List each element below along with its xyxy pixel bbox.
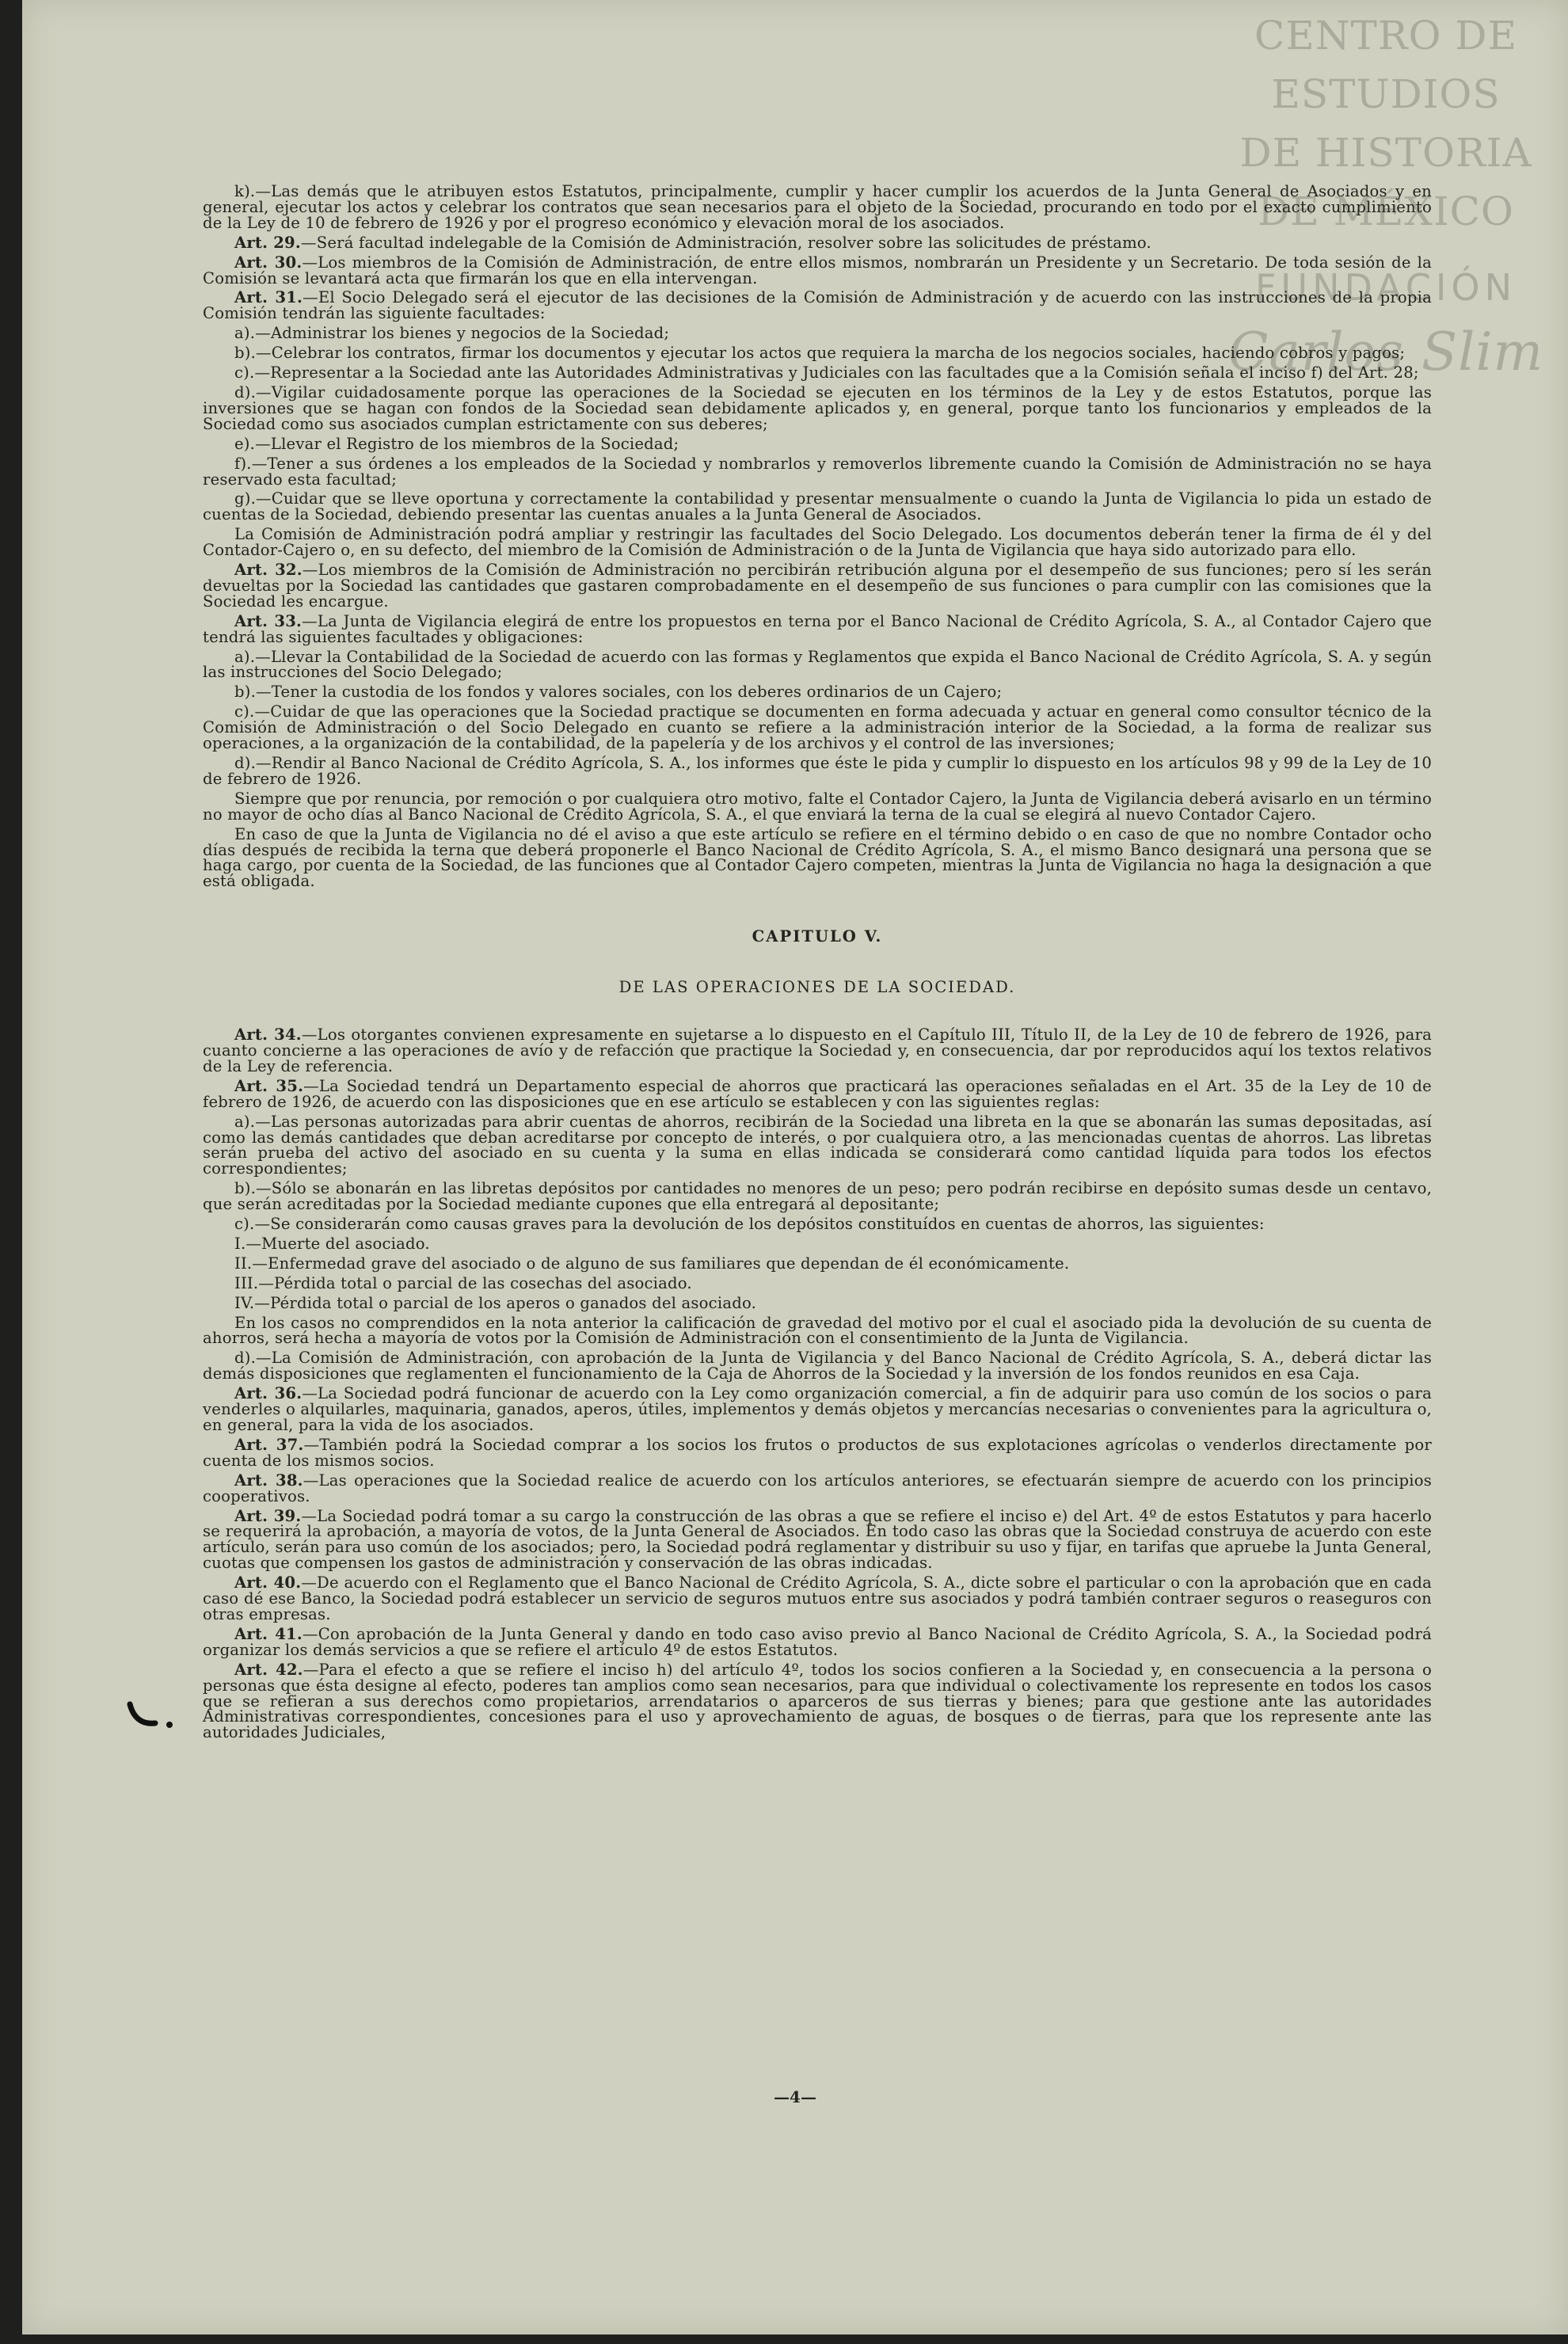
paragraph-text: k).—Las demás que le atribuyen estos Estatutos, principalmente, cumplir y hacer cumplir los acuerdos de la Junta General de Asociados y en general, ejecutar los actos y celebrar los contratos que sean necesarios para el objeto de la Sociedad, procurando en todo por el exacto cumplimiento de la Ley de 10 de febrero de 1926 y por el progreso económico y elevación moral de los asociados. bbox=[203, 182, 1432, 232]
paragraph-text: En caso de que la Junta de Vigilancia no dé el aviso a que este artículo se refiere en el término debido o en caso de que no nombre Contador ocho días después de recibida la terna que deberá proponerle el Banco Nacional de Crédito Agrícola, S. A., el mismo Banco designará una persona que se haga cargo, por cuenta de la Sociedad, de las funciones que al Contador Cajero competen, mientras la Junta de Vigilancia no haga la designación a que está obligada. bbox=[203, 824, 1432, 891]
paragraph bbox=[203, 1386, 1432, 1433]
paragraph bbox=[203, 791, 1432, 823]
paragraph bbox=[203, 1473, 1432, 1505]
paragraph-text: IV.—Pérdida total o parcial de los aperos o ganados del asociado. bbox=[234, 1293, 757, 1312]
paragraph-text: —El Socio Delegado será el ejecutor de las decisiones de la Comisión de Administración y de acuerdo con las instrucciones de la propia Comisión tendrán las siguiente facultades: bbox=[203, 288, 1432, 323]
paragraph-text: —Con aprobación de la Junta General y dando en todo caso aviso previo al Banco Nacional de Crédito Agrícola, S. A., la Sociedad podrá organizar los demás servicios a que se refiere el artículo 4º de estos Estatutos. bbox=[203, 1624, 1432, 1659]
paragraph bbox=[203, 1624, 1432, 1659]
paragraph-text: b).—Tener la custodia de los fondos y valores sociales, con los deberes ordinarios de un Cajero; bbox=[234, 683, 1003, 702]
paragraph bbox=[203, 491, 1432, 523]
paragraph bbox=[203, 235, 1432, 251]
paragraph-text: b).—Sólo se abonarán en las libretas depósitos por cantidades no menores de un peso; pero podrán recibirse en depósito sumas desde un centavo, que serán acreditadas por la Sociedad mediante cupones que ella entregará al depositante; bbox=[203, 1179, 1432, 1214]
chapter-subtitle: DE LAS OPERACIONES DE LA SOCIEDAD. bbox=[618, 978, 1016, 997]
paragraph bbox=[203, 1315, 1432, 1347]
article-number: Art. 32. bbox=[234, 561, 303, 580]
paragraph bbox=[203, 1350, 1432, 1382]
paragraph bbox=[203, 345, 1432, 361]
paragraph-text: —De acuerdo con el Reglamento que el Banco Nacional de Crédito Agrícola, S. A., dicte sobre el particular o con la aprobación que en cada caso dé ese Banco, la Sociedad podrá establecer un servicio de seguros mutuos entre sus asociados y podrá también contraer seguros o reaseguros con otras empresas. bbox=[203, 1573, 1432, 1623]
article-number: Art. 31. bbox=[234, 288, 303, 307]
paragraph bbox=[203, 1114, 1432, 1178]
scan-bottom-edge bbox=[0, 2334, 1568, 2344]
paragraph bbox=[203, 1256, 1432, 1272]
chapter-title: CAPITULO V. bbox=[752, 927, 883, 946]
paragraph-text: Siempre que por renuncia, por remoción o por cualquiera otro motivo, falte el Contador Cajero, la Junta de Vigilancia deberá avisarlo en un término no mayor de ocho días al Banco Nacional de Crédito Agrícola, S. A., el que enviará la terna de la cual se elegirá al nuevo Contador Cajero. bbox=[203, 789, 1432, 824]
paragraph bbox=[203, 684, 1432, 700]
paragraph-text: g).—Cuidar que se lleve oportuna y correctamente la contabilidad y presentar mensualmente o cuando la Junta de Vigilancia lo pida un estado de cuentas de la Sociedad, debiendo presentar las cuentas anuales a la Junta General de Asociados. bbox=[203, 489, 1432, 524]
paragraph bbox=[203, 1437, 1432, 1469]
paragraph bbox=[203, 1273, 1432, 1292]
paragraph-text: —Las operaciones que la Sociedad realice de acuerdo con los artículos anteriores, se efectuarán siempre de acuerdo con los principios cooperativos. bbox=[203, 1471, 1432, 1505]
paragraph-text: —Para el efecto a que se refiere el inciso h) del artículo 4º, todos los socios confieren a la Sociedad y, en consecuencia a la persona o personas que ésta designe al efecto, poderes tan amplios como sean necesarios, para que individual o colectivamente los represente en todos los casos que se refieran a sus derechos como propietarios, arrendatarios o aparceros de sus tierras y bienes; para que gestione ante las autoridades Administrativas correspondientes, concesiones para el uso y aprovechamiento de aguas, de bosques o de tierras, para que los represente ante las autoridades Judiciales, bbox=[203, 1660, 1432, 1742]
paragraph-text: —La Sociedad tendrá un Departamento especial de ahorros que practicará las operaciones señaladas en el Art. 35 de la Ley de 10 de febrero de 1926, de acuerdo con las disposiciones que en ese artículo se establecen y con las siguientes reglas: bbox=[203, 1076, 1432, 1111]
document-page bbox=[22, 0, 1568, 2334]
paragraph bbox=[203, 1027, 1432, 1075]
paragraph-text: III.—Pérdida total o parcial de las cosechas del asociado. bbox=[234, 1273, 692, 1292]
paragraph bbox=[203, 1236, 1432, 1252]
document-body bbox=[203, 184, 1432, 1745]
paragraph bbox=[203, 649, 1432, 681]
paragraph bbox=[203, 325, 1432, 341]
paragraph bbox=[203, 456, 1432, 488]
paragraph-text: —Los miembros de la Comisión de Administración no percibirán retribución alguna por el desempeño de sus funciones; pero sí les serán devueltas por la Sociedad las cantidades que gastaren comprobadamente en el desempeño de sus funciones o para cumplir con las comisiones que la Sociedad les encargue. bbox=[203, 561, 1432, 611]
paragraph bbox=[203, 527, 1432, 558]
paragraph-text: —La Sociedad podrá funcionar de acuerdo con la Ley como organización comercial, a fin de adquirir para uso común de los socios o para venderles o alquilarles, maquinaria, ganados, aperos, útiles, implementos y demás objetos y mercancías necesarias o convenientes para la agricultura o, en general, para la vida de los asociados. bbox=[203, 1384, 1432, 1434]
article-number: Art. 35. bbox=[234, 1076, 304, 1095]
article-number: Art. 33. bbox=[234, 611, 303, 630]
watermark-foundation: FUNDACIÓN bbox=[1254, 266, 1517, 309]
paragraph bbox=[203, 704, 1432, 752]
paragraph bbox=[203, 1293, 1432, 1312]
paragraph bbox=[203, 255, 1432, 287]
paragraph-text: a).—Las personas autorizadas para abrir cuentas de ahorros, recibirán de la Sociedad una libreta en la que se abonarán las sumas depositadas, así como las demás cantidades que deban acreditarse por concepto de interés, o por cualquiera otro, a las mencionadas cuentas de ahorros. Las libretas serán prueba del activo del asociado en su cuenta y la suma en ellas indicada se considerará como cantidad líquida para todos los efectos correspondientes; bbox=[203, 1112, 1432, 1178]
paragraph bbox=[203, 365, 1432, 381]
paragraph bbox=[203, 1216, 1432, 1232]
scan-left-edge bbox=[0, 0, 22, 2344]
paragraph-text: II.—Enfermedad grave del asociado o de alguno de sus familiares que dependan de él económicamente. bbox=[234, 1254, 1070, 1273]
paragraph-text: c).—Se considerarán como causas graves para la devolución de los depósitos constituídos en cuentas de ahorros, las siguientes: bbox=[234, 1215, 1265, 1234]
paragraph-text: a).—Llevar la Contabilidad de la Sociedad de acuerdo con las formas y Reglamentos que expida el Banco Nacional de Crédito Agrícola, S. A. y según las instrucciones del Socio Delegado; bbox=[203, 647, 1432, 682]
watermark-line: DE HISTORIA bbox=[1239, 130, 1532, 176]
paragraph bbox=[203, 1181, 1432, 1212]
paragraph-text: —Será facultad indelegable de la Comisión de Administración, resolver sobre las solicitudes de préstamo. bbox=[300, 233, 1151, 252]
paragraph-text: e).—Llevar el Registro de los miembros de la Sociedad; bbox=[234, 434, 679, 453]
paragraph bbox=[203, 290, 1432, 322]
paragraph-text: a).—Administrar los bienes y negocios de la Sociedad; bbox=[234, 324, 670, 343]
paragraph bbox=[203, 1575, 1432, 1623]
page-number: —4— bbox=[774, 2087, 816, 2106]
paragraph bbox=[203, 1662, 1432, 1741]
paragraph-text: b).—Celebrar los contratos, firmar los documentos y ejecutar los actos que requiera la marcha de los negocios sociales, haciendo cobros y pagos; bbox=[234, 344, 1406, 363]
paragraph bbox=[203, 1076, 1432, 1111]
section-before-chapter bbox=[203, 184, 1432, 889]
paragraph-text: —También podrá la Sociedad comprar a los socios los frutos o productos de sus explotaciones agrícolas o venderlos directamente por cuenta de los mismos socios. bbox=[203, 1435, 1432, 1470]
article-number: Art. 36. bbox=[234, 1384, 303, 1403]
paragraph bbox=[203, 755, 1432, 787]
paragraph bbox=[203, 562, 1432, 610]
paragraph-text: c).—Cuidar de que las operaciones que la Sociedad practique se documenten en forma adecuada y actuar en general como consultor técnico de la Comisión de Administración o del Socio Delegado en cuanto se refiere a la administración interior de la Sociedad, a la forma de realizar sus operaciones, a la organización de la contabilidad, de la papelería y de los archivos y el control de las inversiones; bbox=[203, 702, 1432, 753]
article-number: Art. 38. bbox=[234, 1471, 303, 1490]
paragraph-text: —Los otorgantes convienen expresamente en sujetarse a lo dispuesto en el Capítulo III, Título II, de la Ley de 10 de febrero de 1926, para cuanto concierne a las operaciones de avío y de refacción que practique la Sociedad y, en consecuencia, dar por reproducidos aquí los textos relativos de la Ley de referencia. bbox=[203, 1026, 1432, 1075]
paragraph-text: —Los miembros de la Comisión de Administración, de entre ellos mismos, nombrarán un Presidente y un Secretario. De toda sesión de la Comisión se levantará acta que firmarán los que en ella intervengan. bbox=[203, 253, 1432, 287]
article-number: Art. 41. bbox=[234, 1624, 303, 1643]
paragraph bbox=[203, 1506, 1432, 1573]
article-number: Art. 34. bbox=[234, 1026, 302, 1045]
paragraph-text: En los casos no comprendidos en la nota anterior la calificación de gravedad del motivo por el cual el asociado pida la devolución de su cuenta de ahorros, será hecha a mayoría de votos por la Comisión de Administración con el consentimiento de la Junta de Vigilancia. bbox=[203, 1313, 1432, 1348]
watermark-line: ESTUDIOS bbox=[1271, 71, 1501, 117]
paragraph-text: —La Sociedad podrá tomar a su cargo la construcción de las obras a que se refiere el inciso e) del Art. 4º de estos Estatutos y para hacerlo se requerirá la aprobación, a mayoría de votos, de la Junta General de Asociados. En todo caso las obras que la Sociedad construya de acuerdo con este artículo, serán para uso común de los asociados; pero, la Sociedad podrá reglamentar y distribuir su uso y fijar, en tarifas que apruebe la Junta General, cuotas que compensen los gastos de administración y conservación de las obras indicadas. bbox=[203, 1506, 1432, 1573]
section-chapter-v bbox=[203, 1027, 1432, 1741]
watermark-signature: Carlos Slim bbox=[1227, 322, 1544, 382]
article-number: Art. 29. bbox=[234, 233, 301, 252]
watermark-line: DE MÉXICO bbox=[1258, 188, 1514, 234]
paragraph-text: d).—Vigilar cuidadosamente porque las operaciones de la Sociedad se ejecuten en los términos de la Ley y de estos Estatutos, porque las inversiones que se hagan con fondos de la Sociedad sean debidamente aplicados y, en general, porque tanto los funcionarios y empleados de la Sociedad como sus asociados cumplan estrictamente con sus deberes; bbox=[203, 382, 1432, 433]
paragraph bbox=[203, 436, 1432, 452]
pen-mark-icon bbox=[124, 1699, 179, 1731]
paragraph-text: La Comisión de Administración podrá ampliar y restringir las facultades del Socio Delegado. Los documentos deberán tener la firma de él y del Contador-Cajero o, en su defecto, del miembro de la Comisión de Administración o de la Junta de Vigilancia que haya sido autorizado para ello. bbox=[203, 525, 1432, 560]
article-number: Art. 30. bbox=[234, 253, 303, 272]
paragraph-text: d).—Rendir al Banco Nacional de Crédito Agrícola, S. A., los informes que éste le pida y cumplir lo dispuesto en los artículos 98 y 99 de la Ley de 10 de febrero de 1926. bbox=[203, 754, 1432, 788]
article-number: Art. 37. bbox=[234, 1435, 304, 1454]
paragraph-text: d).—La Comisión de Administración, con aprobación de la Junta de Vigilancia y del Banco Nacional de Crédito Agrícola, S. A., deberá dictar las demás disposiciones que reglamenten el funcionamiento de la Caja de Ahorros de la Sociedad y la inversión de los fondos reunidos en esa Caja. bbox=[203, 1349, 1432, 1383]
paragraph-text: —La Junta de Vigilancia elegirá de entre los propuestos en terna por el Banco Nacional de Crédito Agrícola, S. A., al Contador Cajero que tendrá las siguientes facultades y obligaciones: bbox=[203, 611, 1432, 646]
paragraph-text: f).—Tener a sus órdenes a los empleados de la Sociedad y nombrarlos y removerlos libremente cuando la Comisión de Administración no se haya reservado esta facultad; bbox=[203, 454, 1432, 489]
article-number: Art. 40. bbox=[234, 1573, 302, 1592]
paragraph bbox=[203, 184, 1432, 231]
watermark-line: CENTRO DE bbox=[1254, 13, 1517, 59]
article-number: Art. 42. bbox=[234, 1660, 303, 1679]
paragraph bbox=[203, 382, 1432, 433]
paragraph-text: c).—Representar a la Sociedad ante las Autoridades Administrativas y Judiciales con las facultades que a la Comisión señala el inciso f) del Art. 28; bbox=[234, 363, 1419, 382]
paragraph bbox=[203, 824, 1432, 891]
article-number: Art. 39. bbox=[234, 1506, 302, 1525]
paragraph-text: I.—Muerte del asociado. bbox=[234, 1234, 430, 1253]
paragraph bbox=[203, 611, 1432, 646]
